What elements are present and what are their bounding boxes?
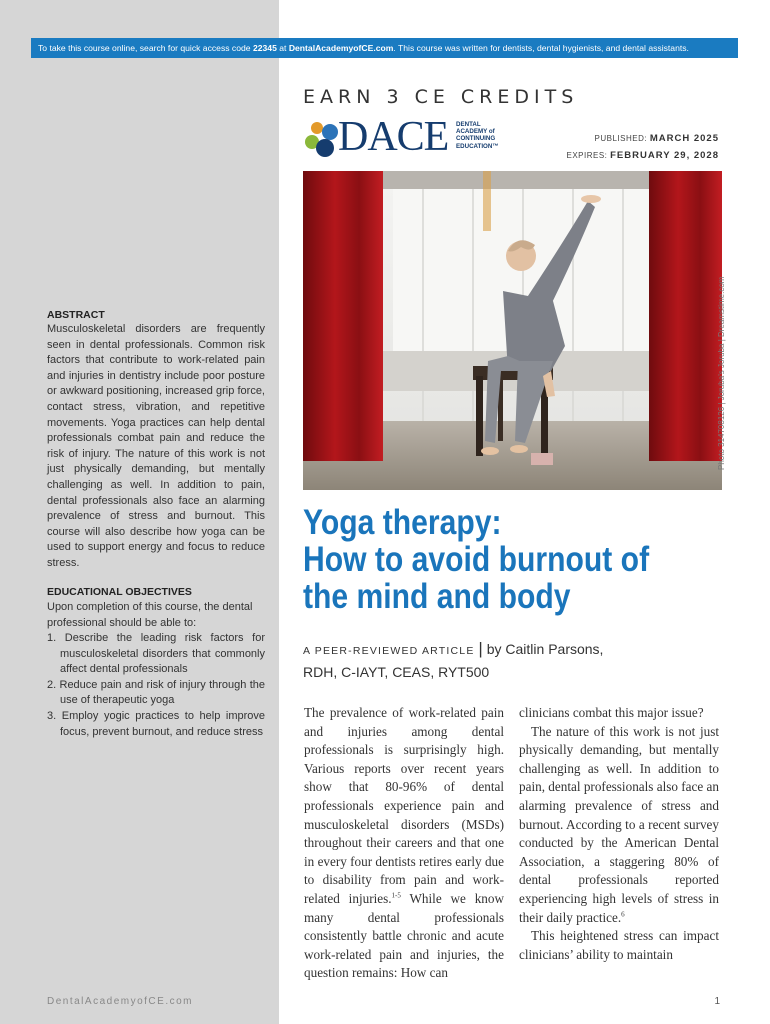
byline: A PEER-REVIEWED ARTICLE | by Caitlin Parsons, RDH, C-IAYT, CEAS, RYT500 xyxy=(303,638,723,683)
expires-date: FEBRUARY 29, 2028 xyxy=(610,150,719,161)
reference-marker: 1-5 xyxy=(391,891,401,900)
reference-marker: 6 xyxy=(621,910,625,919)
photo-credit: Photo 314708126 | Joruba’s Joruba | Dreamstime.com xyxy=(717,276,726,470)
footer-url[interactable]: DentalAcademyofCE.com xyxy=(47,996,193,1007)
list-item: 1. Describe the leading risk factors for musculoskeletal disorders that commonly affect dental professionals xyxy=(47,632,265,676)
article-title: Yoga therapy: How to avoid burnout of the mind and body xyxy=(303,503,650,616)
author-name: by Caitlin Parsons, xyxy=(486,641,604,657)
article-column-1: The prevalence of work-related pain and injuries among dental professionals is surprisingly high. Various reports over recent years show that 80-96% of dental professionals experience pain and musculoskeletal disorders (MSDs) throughout their careers and that one in every four dentists retires early due to disability from pain and work-related injuries.$^{1-5}$ While we know many dental professionals consistently battle chronic and acute work-related pain and injuries, the question remains: How can xyxy=(304,705,504,981)
logo-wordmark: DACE xyxy=(338,114,449,160)
yoga-photo xyxy=(303,171,722,490)
expires-label: EXPIRES: xyxy=(566,151,608,160)
list-item: 3. Employ yogic practices to help improve focus, prevent burnout, and reduce stress xyxy=(47,709,265,738)
earn-credits-heading: EARN 3 CE CREDITS xyxy=(303,86,579,108)
objectives-heading: EDUCATIONAL OBJECTIVES xyxy=(47,586,192,598)
quick-access-code: 22345 xyxy=(252,43,277,53)
article-column-2: clinicians combat this major issue? The nature of this work is not just physically demanding, but mentally challenging as well. In addition to pain, dental professionals also face an alarming prevalence of stress and burnout. According to a recent survey conducted by the American Dental Association, a staggering 80% of dental professionals reported experiencing high levels of stress in their daily practice.$^6$ This heightened stress can impact clinicians’ ability to maintain xyxy=(519,705,719,962)
access-code-banner: To take this course online, search for quick access code 22345 at DentalAcademyofCE.com. This course was written for dentists, dental hygienists, and dental assistants. xyxy=(31,38,738,58)
logo-subtitle: DENTAL ACADEMY of CONTINUING EDUCATION™ xyxy=(456,121,499,150)
publication-dates xyxy=(566,130,719,164)
site-link[interactable]: DentalAcademyofCE.com xyxy=(288,43,394,53)
published-date: MARCH 2025 xyxy=(649,133,719,144)
author-credentials: RDH, C-IAYT, CEAS, RYT500 xyxy=(303,664,490,680)
published-label: PUBLISHED: xyxy=(594,134,648,143)
logo-dots-icon xyxy=(303,118,341,158)
abstract-heading: ABSTRACT xyxy=(47,309,105,321)
objectives-intro: Upon completion of this course, the dental professional should be able to: xyxy=(47,601,253,629)
objectives-list xyxy=(47,631,265,740)
page-number: 1 xyxy=(714,996,720,1007)
dace-logo xyxy=(303,114,513,160)
peer-reviewed-label: A PEER-REVIEWED ARTICLE xyxy=(303,645,475,657)
list-item: 2. Reduce pain and risk of injury through the use of therapeutic yoga xyxy=(47,678,265,707)
abstract-body: Musculoskeletal disorders are frequently seen in dental professionals. Common risk factors that contribute to work-related pain and injuries in dentistry include poor posture or awkward positioning, increased grip force, contact stress, vibration, and repetitive movements. Yoga practices can help dental professionals combat pain and reduce the risk of injury. The nature of this work is not just physically demanding, but mentally challenging as well. In addition to pain, dental professionals also face an alarming prevalence of stress and burnout. This course will also describe how yoga can be used to support energy and focus to reduce stress. xyxy=(47,323,265,569)
